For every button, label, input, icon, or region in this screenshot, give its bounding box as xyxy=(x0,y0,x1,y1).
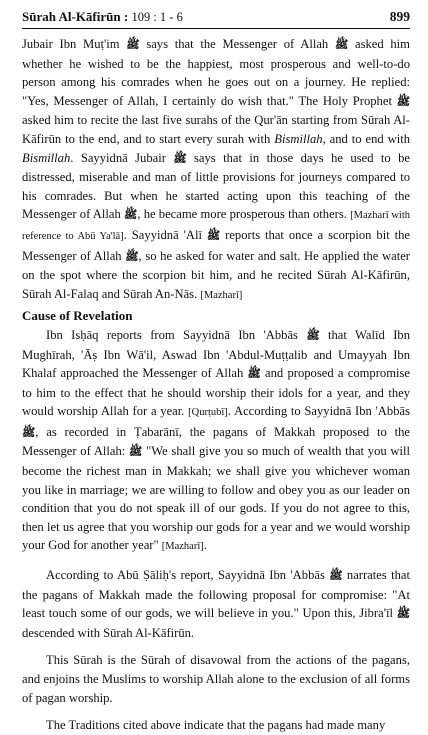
text-run: . xyxy=(203,538,207,553)
paragraph-5: The Traditions cited above indicate that the pagans had made many xyxy=(46,718,386,733)
honorific-glyph: ﷺ xyxy=(173,152,187,165)
header-rule xyxy=(22,28,410,29)
honorific-glyph: ﷺ xyxy=(124,209,138,222)
text-run: says that in those days he used to be distressed, miserable and man of little provisions for journeys compared to his comrades. But when he started acting upon this teaching of the Messenger of Allah xyxy=(22,150,410,222)
honorific-glyph: ﷺ xyxy=(396,608,410,621)
text-run: reports that once a scorpion bit the Messenger of Allah xyxy=(22,227,411,263)
honorific-glyph: ﷺ xyxy=(396,95,410,108)
text-run: says that the Messenger of Allah xyxy=(139,37,335,51)
text-run: . Sayyidnā 'Alī xyxy=(123,227,207,242)
text-run: Ibn Isḥāq reports from Sayyidnā Ibn 'Abbās xyxy=(46,327,307,342)
running-header xyxy=(22,8,410,26)
citation: [Mazharī] xyxy=(161,541,204,553)
paragraph-3 xyxy=(22,566,410,642)
text-run: asked him whether he wished to be the happiest, most prosperous and well-to-do person among his comrades when he goes out on a journey. He replied: "Yes, Messenger of Allah, I certainly do wish that." The Holy Prophet xyxy=(22,37,410,108)
honorific-glyph: ﷺ xyxy=(129,446,143,459)
text-run: that Walīd Ibn Mughīrah, 'Āṣ Ibn Wā'il, Aswad Ibn 'Abdul-Muṭṭalib and Umayyah Ibn Khalaf approached the Messenger of Allah xyxy=(22,327,410,381)
citation: [Mazharī] xyxy=(200,289,243,301)
paragraph-1 xyxy=(22,35,410,305)
honorific-glyph: ﷺ xyxy=(126,39,140,51)
surah-title: Sūrah Al-Kāfirūn : xyxy=(22,9,129,24)
italic-term: Bismillah xyxy=(22,150,71,165)
text-run: Jubair Ibn Muṭ'im xyxy=(22,37,127,51)
text-run: . According to Sayyidnā Ibn 'Abbās xyxy=(227,404,410,419)
paragraph-4: This Sūrah is the Sūrah of disavowal from the actions of the pagans, and enjoins the Muslims to worship Allah alone to the exclusion of all forms of pagan worship. xyxy=(22,653,410,705)
citation: [Qurṭubī] xyxy=(188,407,228,419)
honorific-glyph: ﷺ xyxy=(247,368,261,381)
text-run: "We shall give you so much of wealth that you will become the richest man in Makkah; we shall give you whichever woman you like in marriage; we are willing to follow and obey you as our leader on condition that you do not speak ill of our gods. If you do not agree to this, then let us agree that you worship our gods for a year and we would worship your God for another year" xyxy=(22,444,411,553)
honorific-glyph: ﷺ xyxy=(334,39,349,51)
italic-term: Bismillah xyxy=(274,131,323,146)
honorific-glyph: ﷺ xyxy=(329,570,343,583)
text-run: narrates that the pagans of Makkah made the following proposal for compromise: "At least touch some of our gods, we will believe in you." Upon this, Jibra'īl xyxy=(22,568,410,621)
honorific-glyph: ﷺ xyxy=(125,250,139,263)
section-heading: Cause of Revelation xyxy=(22,308,133,324)
text-run: . Sayyidnā Jubair xyxy=(70,150,174,165)
text-run: and proposed a compromise to him to the effect that he should worship their idols for a year, and they would worship Allah for a year. xyxy=(22,366,410,419)
running-title xyxy=(22,8,183,26)
page-number: 899 xyxy=(389,9,410,24)
text-run: , and to end with xyxy=(322,131,411,146)
citation: [Mazharī with reference to Abū Ya'lā] xyxy=(22,210,410,242)
text-run: descended with Sūrah Al-Kāfirūn. xyxy=(22,625,195,640)
paragraph-2 xyxy=(22,326,410,557)
text-run: , he became more prosperous than others. xyxy=(137,207,351,222)
text-run: , as recorded in Ṭabarānī, the pagans of Makkah proposed to the Messenger of Allah: xyxy=(22,424,410,459)
verse-reference: 109 : 1 - 6 xyxy=(131,10,183,24)
text-run: According to Abū Ṣāliḥ's report, Sayyidnā Ibn 'Abbās xyxy=(46,568,330,583)
text-run: , so he asked for water and salt. He applied the water on the spot where the scorpion bit him, and he recited Sūrah Al-Kāfirūn, Sūrah Al-Falaq and Sūrah An-Nās. xyxy=(22,248,410,301)
honorific-glyph: ﷺ xyxy=(306,329,320,342)
honorific-glyph: ﷺ xyxy=(22,426,36,439)
text-run: asked him to recite the last five surahs of the Qur'ān starting from Sūrah Al-Kāfirūn to the end, and to start every surah with xyxy=(22,113,410,146)
honorific-glyph: ﷺ xyxy=(206,229,221,242)
